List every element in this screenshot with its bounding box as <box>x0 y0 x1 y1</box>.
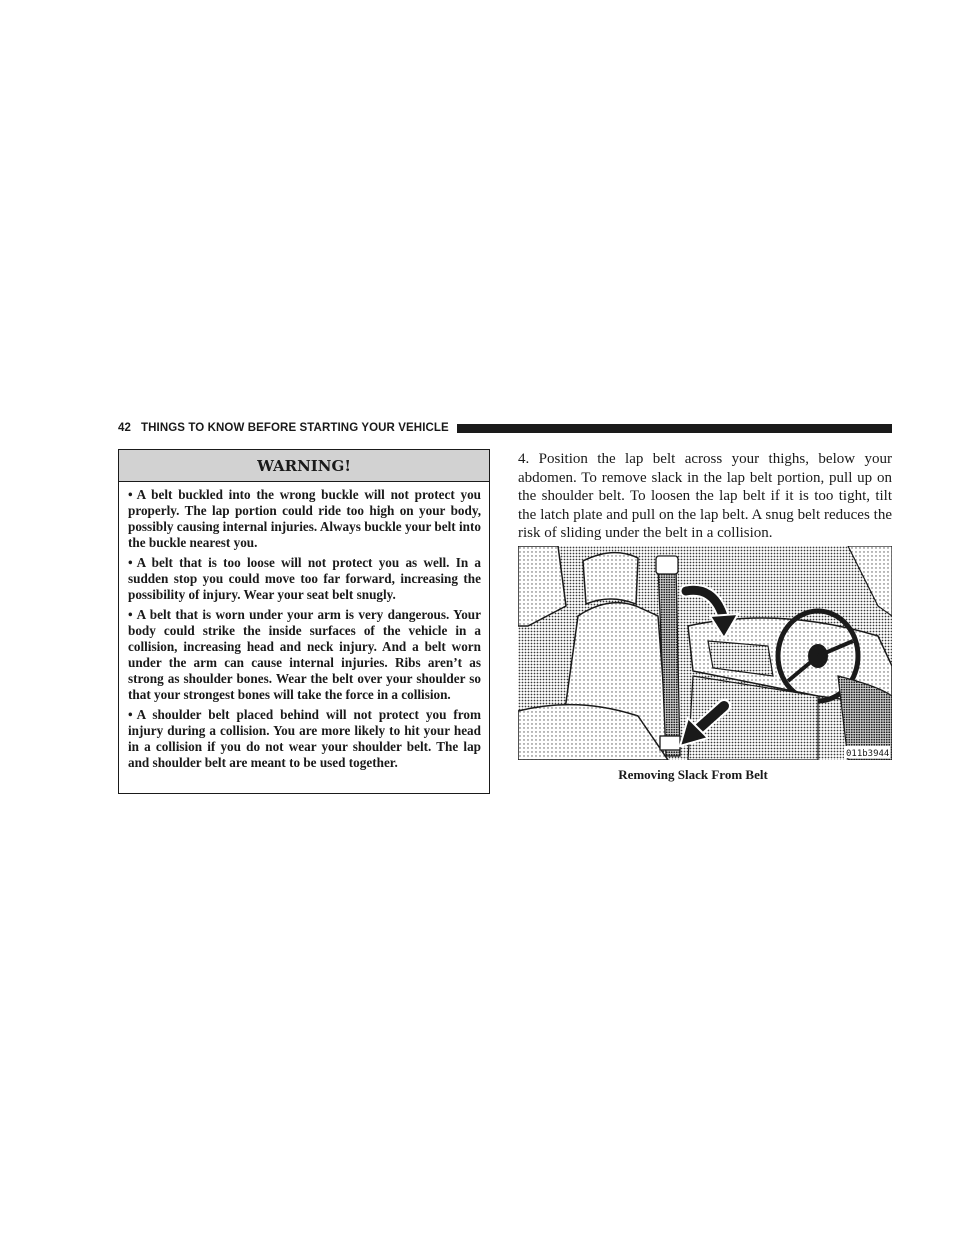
section-title: THINGS TO KNOW BEFORE STARTING YOUR VEHICLE <box>141 422 449 434</box>
page-number: 42 <box>118 422 131 434</box>
warning-item-text: A belt buckled into the wrong buckle will not protect you properly. The lap portion could ride too high on your body, possibly causing internal injuries. Always buckle your belt into the buckle nearest you. <box>128 487 481 550</box>
warning-item <box>128 487 481 551</box>
bullet-icon: • <box>128 707 133 722</box>
latch-plate <box>660 736 680 750</box>
header-rule <box>457 424 892 433</box>
warning-item-text: A shoulder belt placed behind will not protect you from injury during a collision. You are more likely to hit your head in a collision if you do not wear your shoulder belt. The lap and shoulder belt are meant to be used together. <box>128 707 481 770</box>
warning-item-text: A belt that is too loose will not protect you as well. In a sudden stop you could move too far forward, increasing the possibility of injury. Wear your seat belt snugly. <box>128 555 481 602</box>
figure-code: 011b3944 <box>846 749 890 759</box>
warning-item <box>128 707 481 771</box>
warning-box <box>118 449 490 794</box>
warning-body <box>119 482 489 771</box>
seat-belt-illustration <box>518 546 892 760</box>
running-header <box>118 419 892 437</box>
bullet-icon: • <box>128 555 133 570</box>
warning-item-text: A belt that is worn under your arm is very dangerous. Your body could strike the inside surfaces of the vehicle in a collision, increasing head and neck injury. And a belt worn under the arm can cause internal injuries. Ribs aren’t as strong as shoulder bones. Wear the belt over your shoulder so that your strongest bones will take the force in a collision. <box>128 607 481 702</box>
warning-title: WARNING! <box>257 456 351 475</box>
step-4-paragraph: 4. Position the lap belt across your thighs, below your abdomen. To remove slack in the lap belt portion, pull up on the shoulder belt. To loosen the lap belt if it is too tight, tilt the latch plate and pull on the lap belt. A snug belt reduces the risk of sliding under the belt in a collision. <box>518 451 892 541</box>
warning-item <box>128 607 481 703</box>
warning-title-bar <box>119 450 489 482</box>
belt-anchor <box>656 556 678 574</box>
bullet-icon: • <box>128 487 133 502</box>
figure-caption: Removing Slack From Belt <box>618 767 768 782</box>
headrest <box>583 553 638 604</box>
warning-item <box>128 555 481 603</box>
bullet-icon: • <box>128 607 133 622</box>
